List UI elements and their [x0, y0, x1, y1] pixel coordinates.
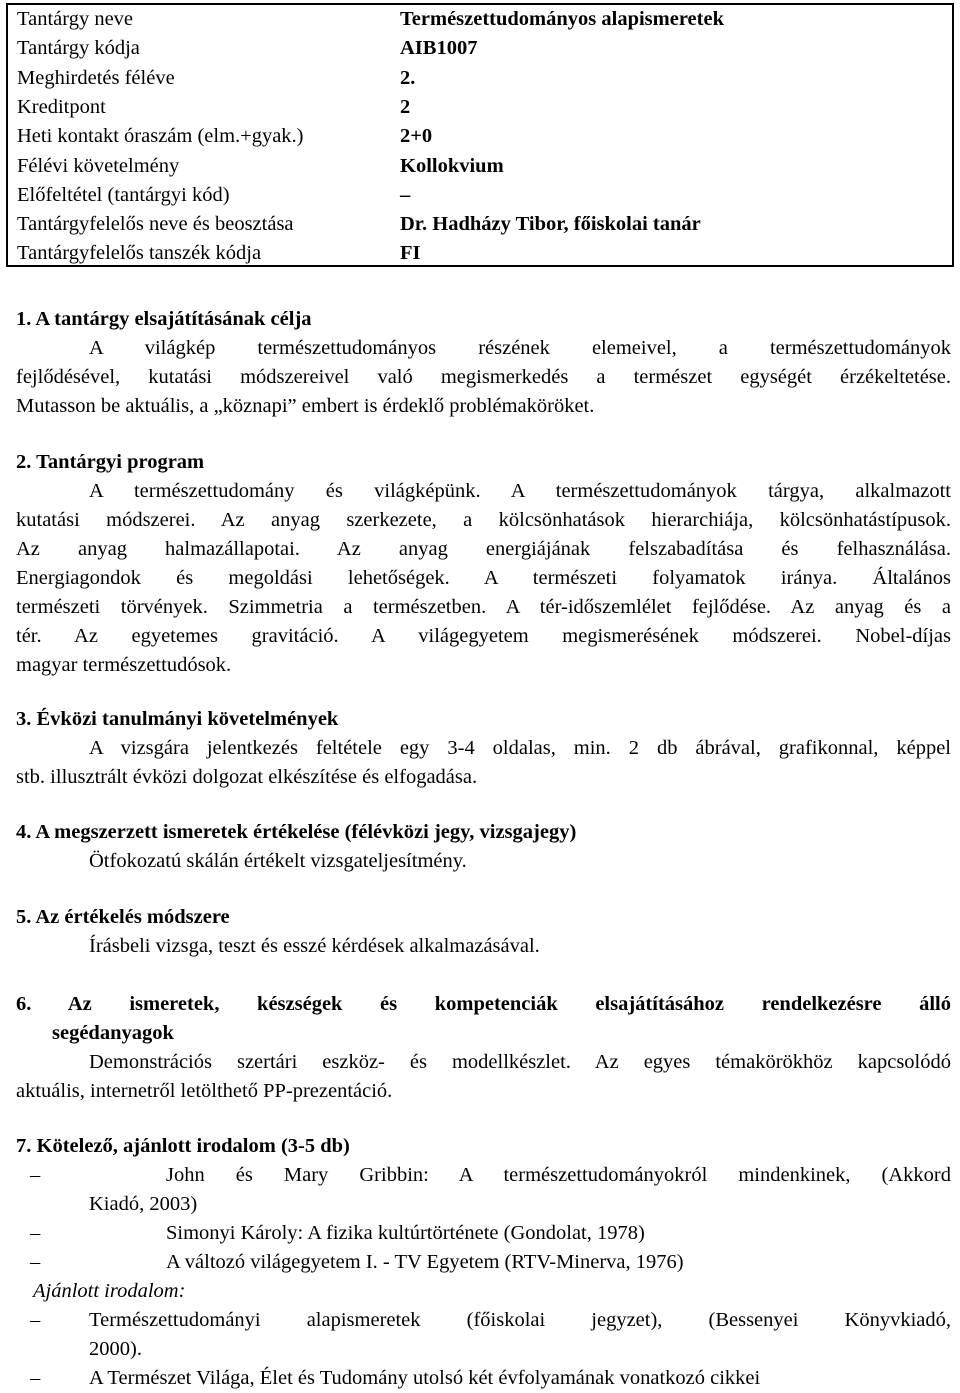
- info-label: Tantárgyfelelős tanszék kódja: [17, 242, 262, 265]
- section-semester-requirements: [16, 705, 951, 792]
- info-label: Meghirdetés féléve: [17, 66, 175, 89]
- info-value: 2+0: [400, 125, 433, 148]
- section-heading: 3. Évközi tanulmányi követelmények: [16, 708, 339, 730]
- list-item: [16, 1161, 951, 1219]
- list-item: [16, 1306, 951, 1364]
- dash-bullet: –: [30, 1309, 41, 1331]
- info-row-credits: [8, 93, 952, 122]
- course-info-table: [6, 3, 954, 267]
- paragraph-line: Ötfokozatú skálán értékelt vizsgateljesítmény.: [89, 850, 467, 872]
- info-label: Tantárgyfelelős neve és beosztása: [17, 213, 294, 236]
- info-label: Tantárgy neve: [17, 8, 134, 30]
- reference-line: 2000).: [89, 1338, 142, 1360]
- list-item: [16, 1248, 951, 1277]
- paragraph-line: kutatási módszerei. Az anyag szerkezete, a kölcsönhatások hierarchiája, kölcsönhatástípusok.: [16, 509, 951, 531]
- reference-line: Természettudományi alapismeretek (főiskolai jegyzet), (Bessenyei Könyvkiadó,: [89, 1309, 951, 1331]
- section-heading: 4. A megszerzett ismeretek értékelése (félévközi jegy, vizsgajegy): [16, 821, 577, 843]
- info-label: Előfeltétel (tantárgyi kód): [17, 183, 230, 206]
- paragraph-line: magyar természettudósok.: [16, 654, 232, 676]
- info-row-responsible: [8, 210, 952, 239]
- reference-line: Simonyi Károly: A fizika kultúrtörténete (Gondolat, 1978): [166, 1222, 645, 1244]
- info-value: Természettudományos alapismeretek: [400, 8, 724, 30]
- info-row-contact-hours: [8, 122, 952, 151]
- info-row-semester: [8, 64, 952, 93]
- section-course-goal: [16, 305, 951, 421]
- paragraph-line: A természettudomány és világképünk. A természettudományok tárgya, alkalmazott: [89, 480, 951, 502]
- info-label: Félévi követelmény: [17, 154, 180, 177]
- section-heading: 7. Kötelező, ajánlott irodalom (3-5 db): [16, 1135, 350, 1157]
- info-value: FI: [400, 242, 421, 265]
- info-row-course-code: [8, 34, 952, 63]
- paragraph-line: Mutasson be aktuális, a „köznapi” embert is érdeklő problémaköröket.: [16, 395, 595, 417]
- paragraph-line: A vizsgára jelentkezés feltétele egy 3-4 oldalas, min. 2 db ábrával, grafikonnal, képpel: [89, 737, 951, 759]
- paragraph-line: stb. illusztrált évközi dolgozat elkészítése és elfogadása.: [16, 766, 478, 788]
- section-heading: 1. A tantárgy elsajátításának célja: [16, 308, 312, 330]
- info-value: –: [400, 183, 411, 206]
- reference-line: A változó világegyetem I. - TV Egyetem (RTV-Minerva, 1976): [166, 1251, 684, 1273]
- dash-bullet: –: [30, 1251, 41, 1273]
- info-label: Kreditpont: [17, 95, 106, 118]
- paragraph-line: Az anyag halmazállapotai. Az anyag energiájának felszabadítása és felhasználása.: [16, 538, 951, 560]
- paragraph-line: Energiagondok és megoldási lehetőségek. A természeti folyamatok iránya. Általános: [16, 567, 951, 589]
- dash-bullet: –: [30, 1367, 41, 1389]
- section-heading-continued: segédanyagok: [52, 1022, 174, 1044]
- info-row-requirement: [8, 152, 952, 181]
- section-learning-materials: [16, 990, 951, 1106]
- paragraph-line: Demonstrációs szertári eszköz- és modellkészlet. Az egyes témakörökhöz kapcsolódó: [89, 1051, 951, 1073]
- paragraph-line: fejlődésével, kutatási módszereivel való megismerkedés a természet egységét érzékeltetése.: [16, 366, 951, 388]
- info-row-course-name: [8, 5, 952, 34]
- info-value: Kollokvium: [400, 154, 504, 177]
- section-course-program: [16, 448, 951, 680]
- info-label: Tantárgy kódja: [17, 37, 140, 60]
- paragraph-line: A világkép természettudományos részének elemeivel, a természettudományok: [89, 337, 951, 359]
- section-evaluation: [16, 818, 951, 876]
- section-heading: 2. Tantárgyi program: [16, 451, 205, 473]
- dash-bullet: –: [30, 1222, 41, 1244]
- info-value: 2: [400, 95, 411, 118]
- section-heading: 5. Az értékelés módszere: [16, 906, 230, 928]
- list-item: [16, 1219, 951, 1248]
- info-row-prerequisite: [8, 181, 952, 210]
- reference-line: John és Mary Gribbin: A természettudományokról mindenkinek, (Akkord: [166, 1164, 951, 1186]
- info-label: Heti kontakt óraszám (elm.+gyak.): [17, 125, 304, 148]
- paragraph-line: tér. Az egyetemes gravitáció. A világegyetem megismerésének módszerei. Nobel-díjas: [16, 625, 951, 647]
- recommended-label: Ajánlott irodalom:: [33, 1280, 186, 1302]
- paragraph-line: Írásbeli vizsga, teszt és esszé kérdések alkalmazásával.: [89, 935, 540, 957]
- paragraph-line: aktuális, internetről letölthető PP-prezentáció.: [16, 1080, 393, 1102]
- list-item: [16, 1364, 951, 1393]
- reference-line: A Természet Világa, Élet és Tudomány utolsó két évfolyamának vonatkozó cikkei: [89, 1367, 761, 1389]
- dash-bullet: –: [30, 1164, 41, 1186]
- info-row-department: [8, 239, 952, 268]
- section-literature: [16, 1132, 951, 1393]
- section-heading: 6. Az ismeretek, készségek és kompetenciák elsajátításához rendelkezésre álló: [16, 993, 951, 1015]
- info-value: Dr. Hadházy Tibor, főiskolai tanár: [400, 213, 701, 236]
- paragraph-line: természeti törvények. Szimmetria a természetben. A tér-időszemlélet fejlődése. Az anyag és a: [16, 596, 951, 618]
- reference-line: Kiadó, 2003): [89, 1193, 198, 1215]
- info-value: 2.: [400, 66, 416, 89]
- section-evaluation-method: [16, 903, 951, 961]
- info-value: AIB1007: [400, 37, 478, 60]
